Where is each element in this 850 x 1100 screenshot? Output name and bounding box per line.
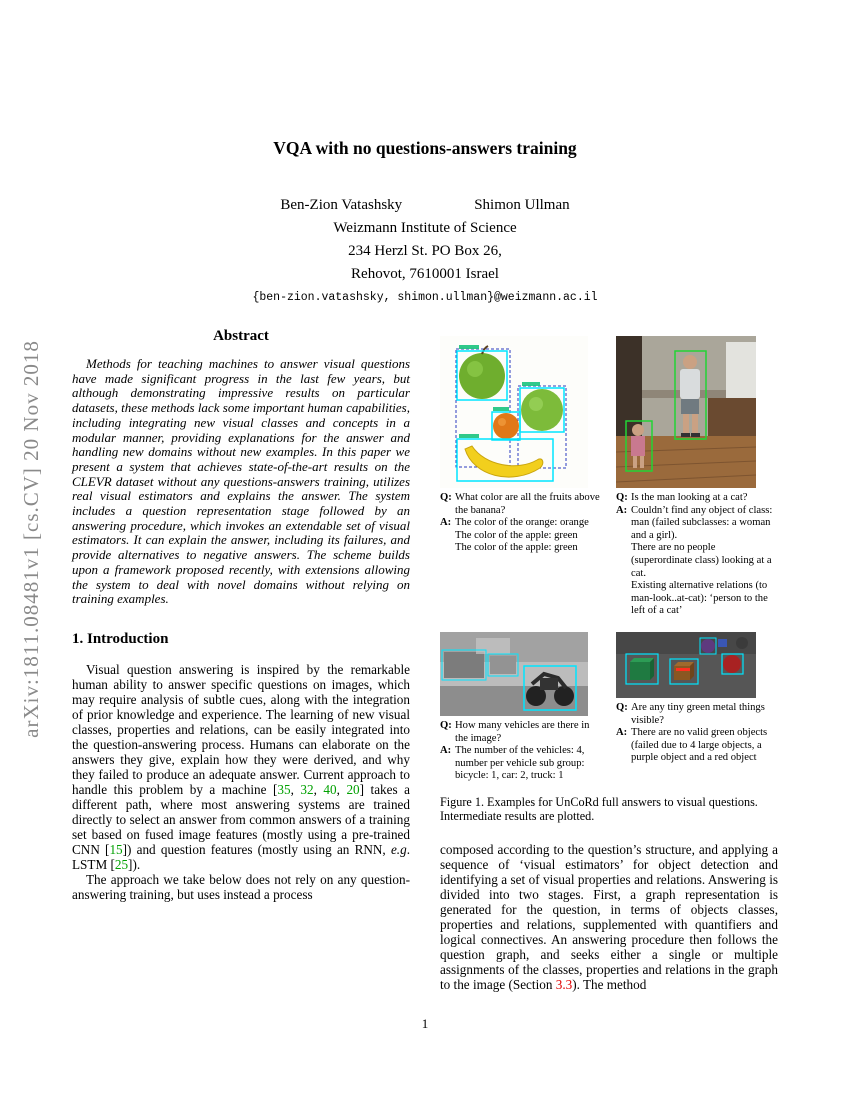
citation-link[interactable]: 15 [109,841,123,857]
right-column-paragraph: composed according to the question’s structure, and applying a sequence of ‘visual estimators’ for object detection and identifying a set of visual properties and relations. Answering is divided into two stages. First, a graph representation is generated for the question, in terms of objects classes, properties and relations, supplemented with quantifiers and logical connectives. An answering procedure then follows the question graph, and seeks either a single or multiple assignments of the classes, properties and relations in the graph to the image (Section 3.3). The method [440,841,778,992]
answer-text [455,745,602,783]
answer-line: There are no people (superordinate class) looking at a cat. [631,542,772,579]
detection-label [493,407,509,411]
question-label: Q: [616,492,628,503]
answer-label: A: [616,504,628,516]
affiliation-line-1: Weizmann Institute of Science [333,220,517,236]
answer-label: A: [616,727,628,739]
figure1-image-street [440,632,588,716]
author-name-1: Ben-Zion Vatashsky [280,197,403,213]
citation-link[interactable]: 35 [277,781,291,797]
author-emails: {ben-zion.vatashsky, shimon.ullman}@weizmann.ac.il [252,291,598,304]
detection-label [522,382,540,386]
intro-paragraph-2: The approach we take below does not rely on any question-answering training, but uses instead a process [72,871,410,902]
answer-line: bicycle: 1, car: 2, truck: 1 [455,770,564,782]
answer-text [455,517,602,555]
answer-line: The number of the vehicles: 4, [455,745,585,757]
question-label: Q: [440,492,452,503]
failed-label-mark [676,668,690,671]
left-column [72,328,410,902]
question-text: Is the man looking at a cat? [631,492,748,503]
citation-link[interactable]: 25 [114,856,129,872]
section-ref-link[interactable]: 3.3 [555,976,573,992]
detection-label [459,345,479,349]
figure1-panel-clevr [616,632,778,783]
right-column [440,336,778,992]
answer-line: The color of the apple: green [455,542,578,554]
citation-link[interactable]: 32 [300,781,314,797]
figure1-image-fruits [440,336,588,488]
paper-header [0,138,850,304]
answer-line: There are no valid green objects (failed due to 4 large objects, a purple object and a red object [631,727,768,764]
citation-link[interactable]: 40 [323,781,337,797]
answer-line: Existing alternative relations (to man-look..at-cat): ‘person to the left of a cat’ [631,580,768,617]
question-label: Q: [440,719,452,731]
figure1-qa-fruits [440,492,602,555]
question-text: Are any tiny green metal things visible? [631,701,765,726]
clevr-backdrop [616,632,756,654]
figure-1 [440,336,778,824]
answer-line: number per vehicle sub group: [455,757,585,769]
author-row [0,197,850,214]
answer-text [631,505,778,618]
question-label: Q: [616,701,628,713]
answer-line: The color of the apple: green [455,529,578,541]
figure1-panel-street [440,632,602,783]
blue-cube [718,639,727,647]
answer-line: The color of the orange: orange [455,517,589,529]
detection-label [459,434,479,438]
abstract-heading: Abstract [213,328,269,344]
answer-label: A: [440,517,452,529]
citation-link[interactable]: 20 [346,781,360,797]
question-text: What color are all the fruits above the banana? [455,492,600,516]
figure1-panel-kitchen [616,336,778,618]
answer-line: Couldn’t find any object of class: man (failed subclasses: a woman and a girl). [631,504,773,541]
figure1-grid [440,336,778,783]
figure1-qa-kitchen [616,492,778,618]
figure1-image-clevr [616,632,756,698]
arxiv-watermark: arXiv:1811.08481v1 [cs.CV] 20 Nov 2018 [19,340,43,738]
figure1-panel-fruits [440,336,602,618]
author-name-2: Shimon Ullman [474,197,570,213]
section-heading-introduction: 1. Introduction [72,630,169,647]
answer-text [631,727,778,765]
intro-paragraph-1: Visual question answering is inspired by the remarkable human ability to answer specific questions on images, which may require analysis of subtle cues, along with the integration of prior knowledge and experience. The learning of new visual classes, properties and relations, can be easily integrated into the question-answering process. Humans can elaborate on the answers they give, explain how they were derived, and why they failed to produce an adequate answer. Current approach to handle this problem by a machine [35, 32, 40, 20] takes a different path, where most answering systems are trained directly to select an answer from common answers of a training set based on fused image features (mostly using a pre-trained CNN [15]) and question features (mostly using an RNN, e.g. LSTM [25]). [72,661,411,872]
page-number: 1 [421,1016,429,1031]
affiliation-line-3: Rehovot, 7610001 Israel [351,266,499,282]
paper-title: VQA with no questions-answers training [273,138,577,158]
answer-label: A: [440,745,452,757]
affiliation-line-2: 234 Herzl St. PO Box 26, [348,243,502,259]
gray-sphere [736,637,748,649]
figure1-image-kitchen [616,336,756,488]
question-text: How many vehicles are there in the image? [455,719,590,744]
abstract-text: Methods for teaching machines to answer visual questions have made significant progress in the last few years, but although demonstrating impressive results on particular datasets, these methods lack some important human capabilities, including integrating new visual classes and concepts in a modular manner, providing explanations for the answer and handling new domains without new examples. In this paper we present a system that achieves state-of-the-art results on the CLEVR dataset without any questions-answers training, utilizes real visual estimators and explains the answer. The system includes a question representation stage followed by an answering procedure, which invokes an extendable set of visual estimators. It can explain the answer, including its failures, and provide alternatives to negative answers. The scheme builds upon a framework proposed recently, with extensions allowing the system to deal with novel domains without relying on training examples. [72,356,410,607]
figure1-qa-clevr [616,702,778,765]
figure1-caption: Figure 1. Examples for UnCoRd full answers to visual questions. Intermediate results are plotted. [440,794,758,824]
figure1-qa-street [440,720,602,783]
